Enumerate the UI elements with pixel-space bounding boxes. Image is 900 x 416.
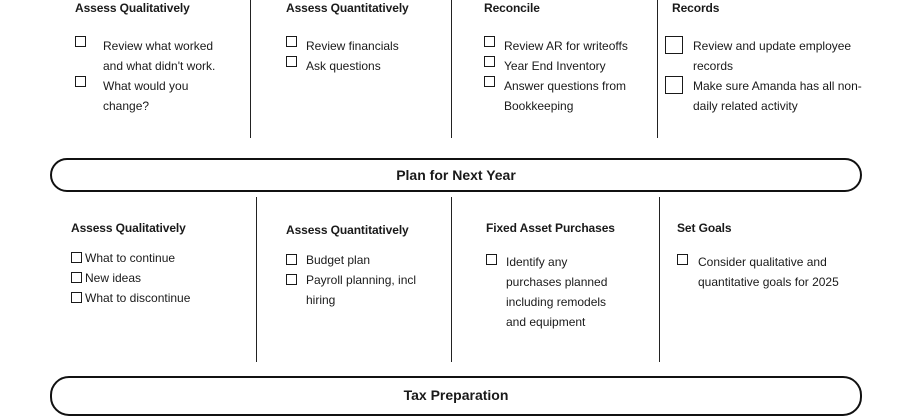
checklist-item[interactable] xyxy=(484,36,654,56)
item-text: Ask questions xyxy=(306,59,381,73)
item-text: hiring xyxy=(306,293,336,307)
checklist-item[interactable] xyxy=(286,36,456,56)
column-divider xyxy=(451,0,452,138)
item-text: including remodels xyxy=(506,295,607,309)
checkbox[interactable] xyxy=(71,292,82,303)
column-title: Set Goals xyxy=(677,221,732,235)
checklist-item[interactable] xyxy=(677,252,877,292)
item-text: What would you xyxy=(103,79,189,93)
column-title: Reconcile xyxy=(484,1,540,15)
checkbox[interactable] xyxy=(286,274,297,285)
column-title: Assess Qualitatively xyxy=(71,221,186,235)
checkbox[interactable] xyxy=(486,254,497,265)
item-text: Payroll planning, incl xyxy=(306,273,417,287)
plan-for-next-year-heading xyxy=(50,158,862,192)
item-text: Budget plan xyxy=(306,253,371,267)
column-title: Assess Quantitatively xyxy=(286,1,409,15)
checkbox[interactable] xyxy=(484,76,495,87)
top-records-column xyxy=(665,0,875,116)
section-heading-text: Tax Preparation xyxy=(403,387,509,403)
checkbox[interactable] xyxy=(677,254,688,265)
item-text: quantitative goals for 2025 xyxy=(698,275,839,289)
item-text: What to continue xyxy=(85,251,176,265)
column-divider xyxy=(256,197,257,362)
tax-preparation-heading xyxy=(50,376,862,416)
checklist-item[interactable] xyxy=(286,56,456,76)
checkbox[interactable] xyxy=(71,272,82,283)
bottom-assess-qualitatively-column xyxy=(71,218,251,308)
column-divider xyxy=(657,0,658,138)
item-text: change? xyxy=(103,99,150,113)
checkbox[interactable] xyxy=(484,36,495,47)
checklist-item[interactable] xyxy=(75,36,245,76)
checklist-item[interactable] xyxy=(665,36,875,76)
item-text: What to discontinue xyxy=(85,291,191,305)
item-text: and equipment xyxy=(506,315,586,329)
item-text: purchases planned xyxy=(506,275,608,289)
checkbox[interactable] xyxy=(665,36,683,54)
item-text: Review AR for writeoffs xyxy=(504,39,628,53)
item-text: Review what worked xyxy=(103,39,214,53)
column-divider xyxy=(250,0,251,138)
checkbox[interactable] xyxy=(75,76,86,87)
column-divider xyxy=(451,197,452,362)
item-text: Make sure Amanda has all non- xyxy=(693,79,862,93)
item-text: Identify any xyxy=(506,255,568,269)
bottom-set-goals-column xyxy=(677,218,877,292)
checkbox[interactable] xyxy=(286,254,297,265)
checkbox[interactable] xyxy=(484,56,495,67)
checklist-item[interactable] xyxy=(75,76,245,116)
bottom-assess-quantitatively-column xyxy=(286,220,446,310)
checklist-item[interactable] xyxy=(286,250,446,270)
item-text: records xyxy=(693,59,734,73)
item-text: Consider qualitative and xyxy=(698,255,827,269)
item-text: Review and update employee xyxy=(693,39,852,53)
column-title: Assess Qualitatively xyxy=(75,1,190,15)
top-reconcile-column xyxy=(484,0,654,116)
item-text: New ideas xyxy=(85,271,142,285)
item-text: daily related activity xyxy=(693,99,798,113)
column-divider xyxy=(659,197,660,362)
top-assess-quantitatively-column xyxy=(286,0,456,76)
column-title: Records xyxy=(672,1,720,15)
checklist-item[interactable] xyxy=(665,76,875,116)
bottom-fixed-asset-purchases-column xyxy=(486,218,656,332)
checklist-item[interactable] xyxy=(486,252,656,332)
checklist-item[interactable] xyxy=(484,76,654,116)
checklist-item[interactable] xyxy=(71,288,251,308)
checklist-item[interactable] xyxy=(71,248,251,268)
checklist-item[interactable] xyxy=(71,268,251,288)
checkbox[interactable] xyxy=(286,36,297,47)
column-title: Assess Quantitatively xyxy=(286,223,409,237)
item-text: Year End Inventory xyxy=(504,59,606,73)
checklist-item[interactable] xyxy=(286,270,446,310)
item-text: and what didn't work. xyxy=(103,59,216,73)
top-assess-qualitatively-column xyxy=(75,0,245,116)
item-text: Bookkeeping xyxy=(504,99,574,113)
item-text: Answer questions from xyxy=(504,79,627,93)
checkbox[interactable] xyxy=(75,36,86,47)
column-title: Fixed Asset Purchases xyxy=(486,221,615,235)
item-text: Review financials xyxy=(306,39,399,53)
checkbox[interactable] xyxy=(665,76,683,94)
checkbox[interactable] xyxy=(286,56,297,67)
checklist-item[interactable] xyxy=(484,56,654,76)
section-heading-text: Plan for Next Year xyxy=(396,167,516,183)
checkbox[interactable] xyxy=(71,252,82,263)
